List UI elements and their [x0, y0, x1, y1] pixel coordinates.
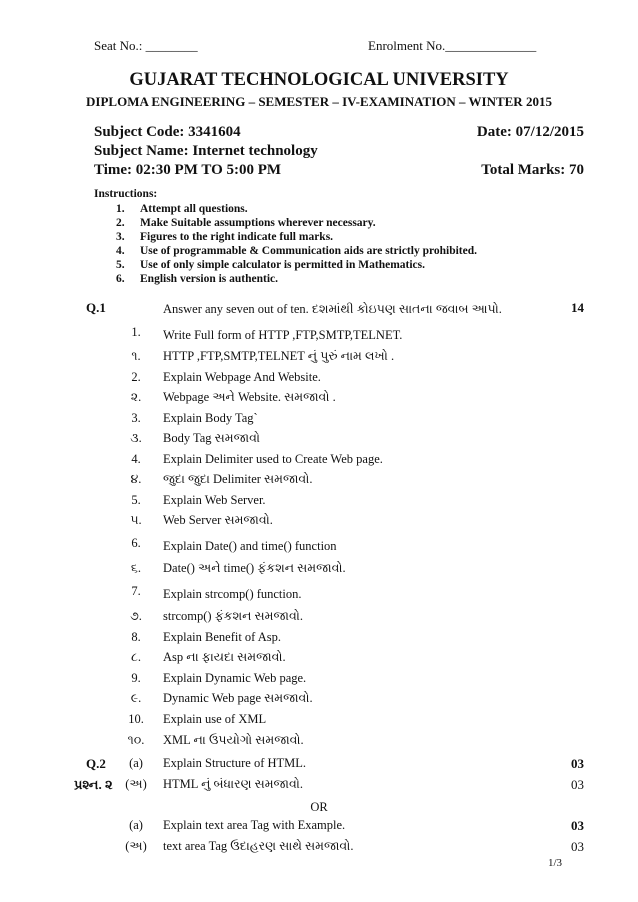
- instructions-title: Instructions:: [94, 188, 158, 200]
- question-row: 7. Explain strcomp() function.: [131, 584, 302, 601]
- question-row: ૧. HTTP ,FTP,SMTP,TELNET નું પુરું નામ લખો .: [131, 349, 395, 363]
- question-row: ૭. strcomp() ફંકશન સમજાવો.: [130, 609, 303, 623]
- question-row: 8. Explain Benefit of Asp.: [131, 630, 282, 644]
- page-number: 1/3: [547, 857, 562, 869]
- question-2-row-a: Q.2 (a) Explain Structure of HTML. 03: [86, 756, 584, 771]
- or-separator: OR: [310, 800, 328, 814]
- question-row: 1. Write Full form of HTTP ,FTP,SMTP,TELNET.: [131, 325, 403, 342]
- question-row: ૬. Date() અને time() ફંકશન સમજાવો.: [130, 561, 346, 575]
- question-number: Q.2: [86, 756, 106, 771]
- question-row: ૪. જુદા જુદા Delimiter સમજાવો.: [130, 472, 313, 486]
- enrolment-number-label: Enrolment No.______________: [368, 38, 537, 53]
- question-1-header: [0, 300, 638, 322]
- question-2-row-alt-gujarati: (અ) text area Tag ઉદાહરણ સાથે સમજાવો. 03: [125, 839, 584, 854]
- question-row: 2. Explain Webpage And Website.: [131, 370, 321, 384]
- exam-date: Date: 07/12/2015: [476, 124, 584, 140]
- exam-time: Time: 02:30 PM TO 5:00 PM: [94, 162, 282, 178]
- subject-code: Subject Code: 3341604: [94, 124, 241, 140]
- question-number-gujarati: પ્રશ્ન. ૨: [74, 777, 113, 792]
- seat-number-label: Seat No.: ________: [94, 38, 198, 53]
- question-row: 4. Explain Delimiter used to Create Web page.: [131, 452, 383, 466]
- question-intro: Answer any seven out of ten. દશમાંથી કોઇપણ સાતના જવાબ આપો.: [163, 302, 502, 316]
- question-2-row-a-gujarati: પ્રશ્ન. ૨ (અ) HTML નું બંધારણ સમજાવો. 03: [74, 777, 584, 792]
- question-row: ૧૦. XML ના ઉપયોગો સમજાવો.: [127, 733, 304, 747]
- total-marks: Total Marks: 70: [481, 162, 584, 178]
- question-row: ૮. Asp ના ફાયદા સમજાવો.: [130, 650, 286, 664]
- question-2-row-alt: (a) Explain text area Tag with Example. 03: [129, 818, 584, 833]
- subject-name: Subject Name: Internet technology: [94, 143, 318, 159]
- university-title: GUJARAT TECHNOLOGICAL UNIVERSITY: [129, 70, 509, 90]
- instructions-list: 1. Attempt all questions. 2. Make Suitable assumptions wherever necessary. 3. Figures to the right indicate full marks. 4. Use of programmable & Communication aids are strictly prohibited. 5. Use of only simple calculator is permitted in Mathematics. 6. English version is authentic.: [116, 203, 477, 285]
- question-row: ૯. Dynamic Web page સમજાવો.: [130, 691, 313, 705]
- question-row: 10. Explain use of XML: [128, 712, 267, 726]
- question-row: 6. Explain Date() and time() function: [131, 536, 337, 553]
- question-number: Q.1: [86, 300, 106, 315]
- question-row: 9. Explain Dynamic Web page.: [131, 671, 307, 685]
- question-row: 3. Explain Body Tag`: [131, 411, 258, 425]
- question-marks: 14: [571, 300, 584, 315]
- question-row: 5. Explain Web Server.: [131, 493, 266, 507]
- question-row: ૩. Body Tag સમજાવો: [130, 431, 260, 445]
- exam-title: DIPLOMA ENGINEERING – SEMESTER – IV-EXAMINATION – WINTER 2015: [86, 94, 552, 109]
- question-row: ૨. Webpage અને Website. સમજાવો .: [130, 390, 336, 404]
- question-row: ૫. Web Server સમજાવો.: [130, 513, 273, 527]
